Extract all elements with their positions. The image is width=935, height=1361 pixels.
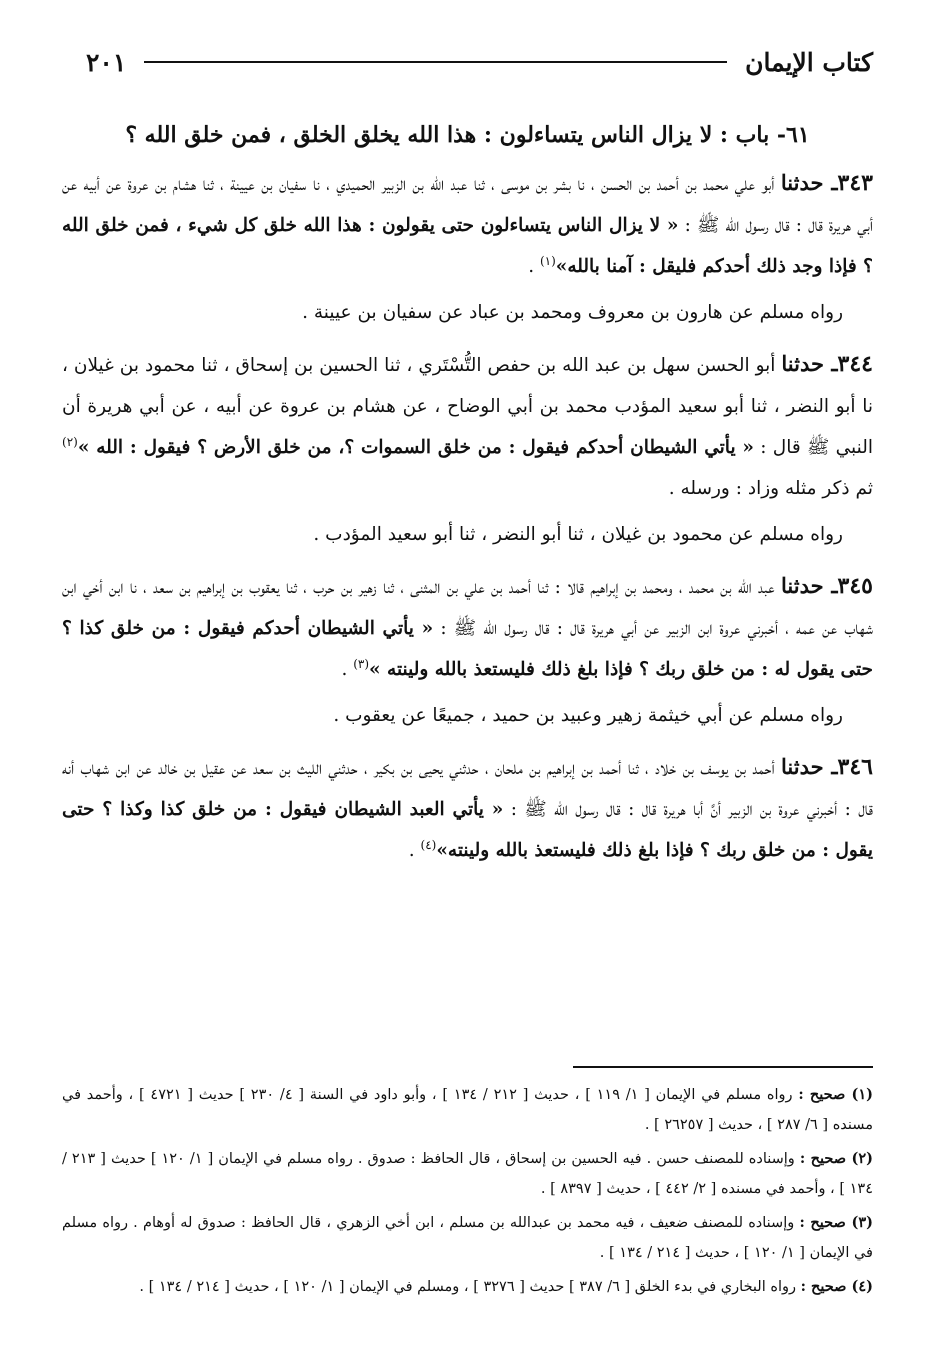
hadith-isnad: أبو علي محمد بن أحمد بن الحسن ، نا بشر بن موسى ، ثنا عبد الله بن الزبير الحميدي ، نا سفيان بن عيينة ، ثنا هشام بن عروة عن أبيه عن أبي هريرة قال : قال رسول الله ﷺ : (62, 174, 873, 236)
hadith-paragraph (62, 746, 873, 871)
hadith-paragraph (62, 162, 873, 287)
hadith-matn: « لا يزال الناس يتساءلون حتى يقولون : هذا الله خلق كل شيء ، فمن خلق الله ؟ فإذا وجد ذلك أحدكم فليقل : آمنا بالله» (62, 215, 873, 277)
hadith-tail: ثم ذكر مثله وزاد : ورسله . (668, 478, 873, 499)
book-title: كتاب الإيمان (745, 47, 873, 77)
page-number: ٢٠١ (86, 47, 127, 77)
footnote-text: رواه مسلم في الإيمان [ ١/ ١١٩ ] ، حديث [ ٢١٢ / ١٣٤ ] ، وأبو داود في السنة [ ٤/ ٢٣٠ ] حديث [ ٤٧٢١ ] ، وأحمد في مسنده [ ٦/ ٢٨٧ ] ، حديث [ ٢٦٢٥٧ ] . (62, 1087, 873, 1133)
haddathana-label: ـ حدثنا (780, 170, 838, 195)
hadith-number: ٣٤٥ (837, 573, 873, 599)
hadith-number: ٣٤٤ (837, 351, 873, 377)
footnote-label: (١) صحيح : (798, 1086, 874, 1103)
hadith-matn: « يأتي الشيطان أحدكم فيقول : من خلق السموات ؟، من خلق الأرض ؟ فيقول : الله » (77, 437, 754, 458)
footnote-marker: (٣) (353, 656, 370, 671)
page-header (86, 42, 873, 82)
hadith-number: ٣٤٦ (837, 754, 873, 780)
hadith-tail: . (408, 840, 421, 861)
hadith-number: ٣٤٣ (837, 170, 873, 196)
footnote-text: وإسناده للمصنف ضعيف ، فيه محمد بن عبدالله بن مسلم ، ابن أخي الزهري ، قال الحافظ : صدوق له أوهام . رواه مسلم في الإيمان [ ١/ ١٢٠ ] ، حديث [ ٢١٤ / ١٣٤ ] . (62, 1215, 873, 1261)
footnote-marker: (١) (539, 253, 556, 268)
chapter-title: ٦١- باب : لا يزال الناس يتساءلون : هذا الله يخلق الخلق ، فمن خلق الله ؟ (125, 122, 810, 148)
hadith-isnad: أحمد بن يوسف بن خلاد ، ثنا أحمد بن إبراهيم بن ملحان ، حدثني يحيى بن بكير ، حدثني الليث بن سعد عن عقيل بن خالد عن ابن شهاب أنه قال : أخبرني عروة بن الزبير أنَّ أبا هريرة قال : قال رسول الله ﷺ : (62, 758, 873, 820)
footnote-text: رواه البخاري في بدء الخلق [ ٦/ ٣٨٧ ] حديث [ ٣٢٧٦ ] ، ومسلم في الإيمان [ ١/ ١٢٠ ] ، حديث [ ٢١٤ / ١٣٤ ] . (139, 1279, 801, 1295)
footnote (62, 1080, 873, 1140)
hadith-matn: « يأتي الشيطان أحدكم فيقول : من خلق كذا ؟ حتى يقول له : من خلق ربك ؟ فإذا بلغ ذلك فليستعذ بالله ولينته » (62, 618, 873, 680)
hadith-isnad: أبو الحسن سهل بن عبد الله بن حفص التُّسْتَري ، ثنا الحسين بن إسحاق ، ثنا محمود بن غيلان ، نا أبو النضر ، ثنا أبو سعيد المؤدب محمد بن أبي الوضاح ، عن هشام بن عروة عن أبيه ، عن أبي هريرة أن النبي ﷺ قال : (62, 355, 873, 458)
header-rule (144, 61, 727, 63)
haddathana-label: ـ حدثنا (781, 754, 838, 779)
hadith-matn: « يأتي العبد الشيطان فيقول : من خلق كذا وكذا ؟ حتى يقول : من خلق ربك ؟ فإذا بلغ ذلك فليستعذ بالله ولينته» (62, 799, 873, 861)
riwaya-note: رواه مسلم عن هارون بن معروف ومحمد بن عباد عن سفيان بن عيينة . (302, 302, 843, 323)
footnote-text: وإسناده للمصنف حسن . فيه الحسين بن إسحاق ، قال الحافظ : صدوق . رواه مسلم في الإيمان [ ١/ ١٢٠ ] حديث [ ٢١٣ / ١٣٤ ] ، وأحمد في مسنده [ ٢/ ٤٤٢ ] ، حديث [ ٨٣٩٧ ] . (62, 1151, 873, 1197)
footnote (62, 1144, 873, 1204)
hadith-paragraph (62, 343, 873, 509)
footnote-marker: (٤) (420, 837, 437, 852)
hadith-paragraph (62, 565, 873, 690)
riwaya-note: رواه مسلم عن محمود بن غيلان ، ثنا أبو النضر ، ثنا أبو سعيد المؤدب . (313, 524, 843, 545)
main-content (62, 122, 873, 877)
footnote-label: (٣) صحيح : (799, 1214, 874, 1231)
haddathana-label: ـ حدثنا (781, 573, 838, 598)
footnote-label: (٤) صحيح : (800, 1278, 873, 1295)
riwaya-note: رواه مسلم عن أبي خيثمة زهير وعبيد بن حميد ، جميعًا عن يعقوب . (333, 705, 843, 726)
footnote-label: (٢) صحيح : (799, 1150, 874, 1167)
footnote-marker: (٢) (62, 434, 78, 449)
footnote (62, 1208, 873, 1268)
hadith-isnad: عبد الله بن محمد ، ومحمد بن إبراهيم قالا : ثنا أحمد بن علي بن المثنى ، ثنا زهير بن حرب ، ثنا يعقوب بن إبراهيم بن سعد ، نا ابن أخي ابن شهاب عن عمه ، أخبرني عروة ابن الزبير عن أبي هريرة قال : قال رسول الله ﷺ : (62, 577, 873, 639)
hadith-tail: . (528, 256, 540, 277)
footnote (62, 1272, 873, 1302)
haddathana-label: ـ حدثنا (781, 351, 838, 376)
footnotes-section (62, 1066, 873, 1306)
hadith-tail: . (341, 659, 354, 680)
footnote-rule (573, 1066, 873, 1068)
